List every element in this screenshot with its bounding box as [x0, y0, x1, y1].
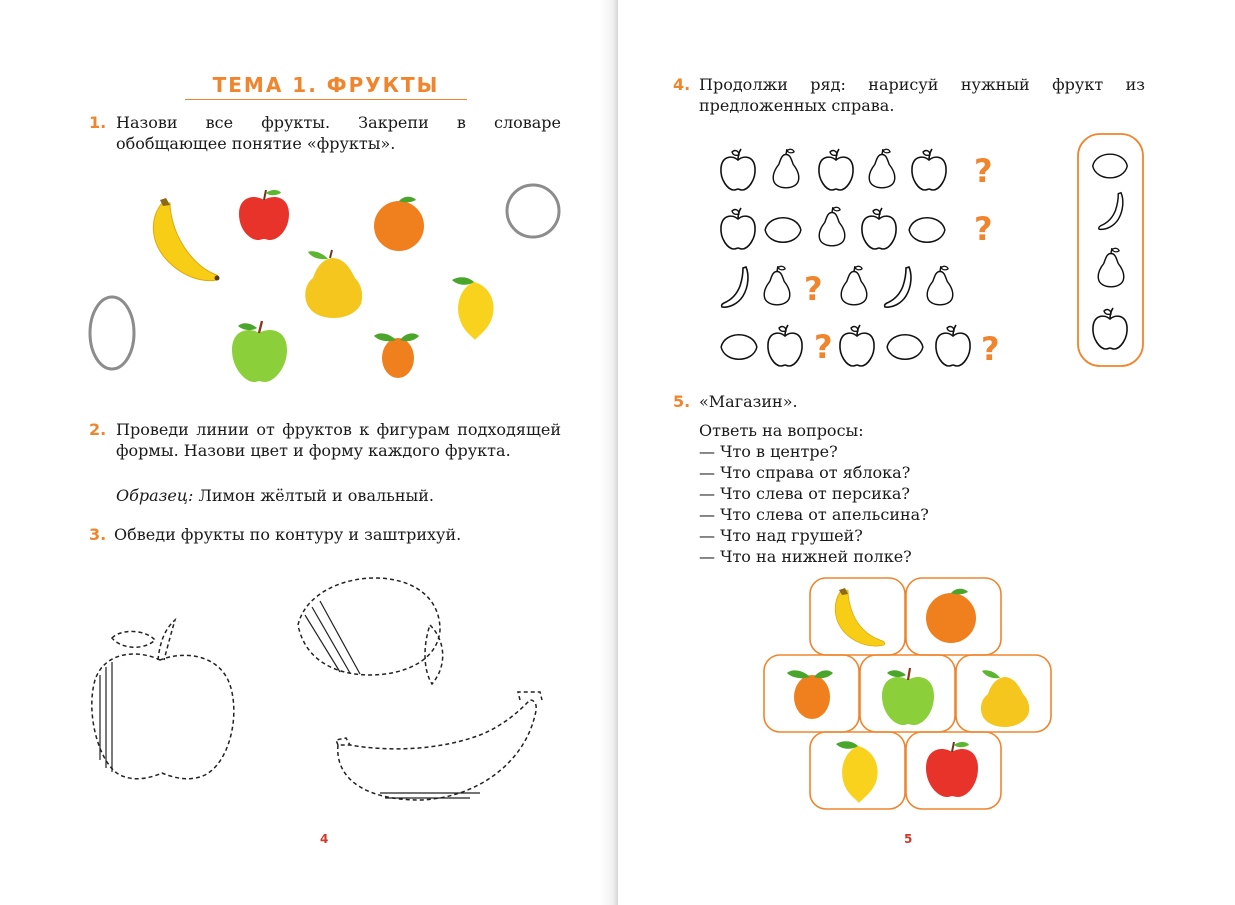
- task-5-number: 5.: [673, 392, 691, 411]
- page-number-left: 4: [320, 832, 329, 846]
- shop-cell-banana[interactable]: [810, 578, 905, 655]
- question-mark[interactable]: ?: [814, 328, 833, 366]
- tracing-illustration: [0, 0, 614, 905]
- question-1: — Что в центре?: [699, 442, 838, 461]
- shop-orange-icon: [926, 589, 976, 643]
- shop-quince-icon: [981, 670, 1029, 727]
- shop-lemon-icon: [836, 741, 878, 803]
- task-4-number: 4.: [673, 75, 691, 94]
- question-mark[interactable]: ?: [981, 330, 1000, 368]
- right-page: [618, 0, 1235, 905]
- question-6: — Что на нижней полке?: [699, 547, 912, 566]
- shop-red-apple-icon: [926, 742, 978, 797]
- questions-prompt: Ответь на вопросы:: [699, 421, 864, 440]
- question-mark[interactable]: ?: [974, 152, 993, 190]
- sample-text: Лимон жёлтый и овальный.: [198, 486, 434, 505]
- sample-label: Образец:: [116, 486, 194, 505]
- shop-apricot-icon: [787, 670, 833, 719]
- question-5: — Что над грушей?: [699, 526, 863, 545]
- trace-banana-stem: [518, 692, 542, 700]
- page-number-right: 5: [904, 832, 913, 846]
- shop-illustration: [618, 0, 1235, 905]
- question-2: — Что справа от яблока?: [699, 463, 911, 482]
- trace-lemon-leaf: [425, 625, 443, 684]
- trace-apple-leaf: [112, 631, 155, 647]
- shop-banana-icon: [835, 588, 885, 646]
- task-1-text: Назови все фрукты. Закрепи в словаре обобщающее понятие «фрукты».: [116, 113, 561, 153]
- task-2-text: Проведи линии от фруктов к фигурам подходящей формы. Назови цвет и форму каждого фрукта.: [116, 420, 561, 460]
- page-title: ТЕМА 1. ФРУКТЫ: [185, 73, 467, 100]
- task-4-text: Продолжи ряд: нарисуй нужный фрукт из предложенных справа.: [699, 75, 1145, 115]
- task-3-number: 3.: [89, 525, 107, 544]
- task-5-title: «Магазин».: [699, 392, 798, 411]
- task-2-number: 2.: [89, 420, 107, 439]
- task-3-text: Обведи фрукты по контуру и заштрихуй.: [114, 525, 462, 544]
- trace-banana: [338, 700, 536, 800]
- trace-apple-stem: [158, 620, 175, 660]
- left-page: [0, 0, 614, 905]
- question-4: — Что слева от апельсина?: [699, 505, 929, 524]
- question-3: — Что слева от персика?: [699, 484, 910, 503]
- trace-apple: [92, 654, 234, 779]
- trace-banana-tip: [336, 738, 350, 745]
- trace-lemon: [298, 578, 440, 675]
- shop-green-apple-icon: [882, 668, 934, 725]
- question-mark[interactable]: ?: [804, 270, 823, 308]
- question-mark[interactable]: ?: [974, 210, 993, 248]
- task-1-number: 1.: [89, 113, 107, 132]
